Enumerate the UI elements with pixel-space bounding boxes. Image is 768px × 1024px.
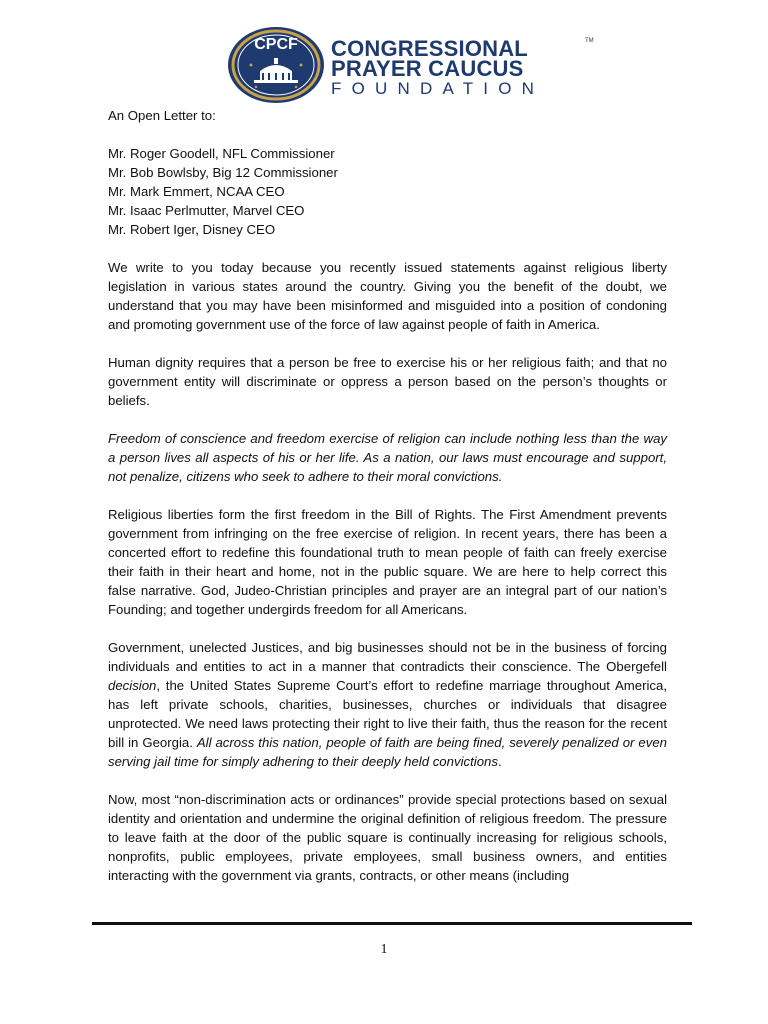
org-name-line-1: CONGRESSIONAL	[331, 36, 528, 61]
paragraph-1: We write to you today because you recently issued statements against religious liberty legislation in various states around the country. Giving you the benefit of the doubt, we understand that you may have been misinformed and misguided into a position of condoning and promoting government use of the force of law against people of faith in America.	[108, 260, 667, 332]
recipient-4: Mr. Isaac Perlmutter, Marvel CEO	[108, 203, 305, 218]
organization-name	[331, 36, 601, 98]
paragraph-5-part-b: decision	[108, 678, 157, 693]
recipient-5: Mr. Robert Iger, Disney CEO	[108, 222, 276, 237]
recipient-3: Mr. Mark Emmert, NCAA CEO	[108, 184, 285, 199]
paragraph-2: Human dignity requires that a person be free to exercise his or her religious faith; and that no government entity will discriminate or oppress a person based on the person’s thoughts or beliefs.	[108, 355, 667, 408]
recipient-2: Mr. Bob Bowlsby, Big 12 Commissioner	[108, 165, 338, 180]
paragraph-5-part-d: All across this nation, people of faith are being fined, severely penalized or even serving jail time for simply adhering to their deeply held convictions	[108, 735, 667, 769]
footer-rule	[92, 922, 692, 925]
paragraph-3: Freedom of conscience and freedom exercise of religion can include nothing less than the way a person lives all aspects of his or her life. As a nation, our laws must encourage and support, not penalize, citizens who seek to adhere to their moral convictions.	[108, 431, 667, 484]
page-number: 1	[380, 942, 388, 957]
paragraph-5	[108, 638, 667, 771]
paragraph-6: Now, most “non-discrimination acts or ordinances” provide special protections based on sexual identity and orientation and undermine the original definition of religious freedom. The pressure to leave faith at the door of the public square is continually increasing for religious schools, nonprofits, public employees, private employees, small business owners, and entities interacting with the government via grants, contracts, or other means (including	[108, 792, 667, 883]
trademark-mark: TM	[585, 38, 594, 44]
letter-body	[108, 106, 667, 885]
paragraph-4: Religious liberties form the first freedom in the Bill of Rights. The First Amendment prevents government from infringing on the free exercise of religion. In recent years, there has been a concerted effort to redefine this foundational truth to mean people of faith can freely exercise their faith in their heart and home, not in the public square. We are here to help correct this false narrative. God, Judeo-Christian principles and prayer are an integral part of our nation’s Founding; and together undergirds freedom for all Americans.	[108, 507, 667, 617]
org-name-line-2: PRAYER CAUCUS	[331, 56, 524, 81]
svg-text:CPCF: CPCF	[254, 36, 298, 53]
cpcf-seal-icon	[226, 25, 326, 105]
recipient-1: Mr. Roger Goodell, NFL Commissioner	[108, 146, 335, 161]
paragraph-5-part-e: .	[497, 754, 502, 769]
salutation: An Open Letter to:	[108, 108, 216, 123]
cpcf-logo	[226, 25, 598, 105]
org-name-line-3: FOUNDATION	[331, 79, 545, 98]
paragraph-5-part-a: Government, unelected Justices, and big businesses should not be in the business of forcing individuals and entities to act in a manner that contradicts their conscience. The Obergefell	[108, 640, 667, 674]
paragraph-5-part-c: , the United States Supreme Court’s effort to redefine marriage throughout America, has left private schools, charities, businesses, churches or individuals that disagree unprotected. We need laws protecting their right to live their faith, thus the reason for the recent bill in Georgia.	[108, 678, 667, 750]
